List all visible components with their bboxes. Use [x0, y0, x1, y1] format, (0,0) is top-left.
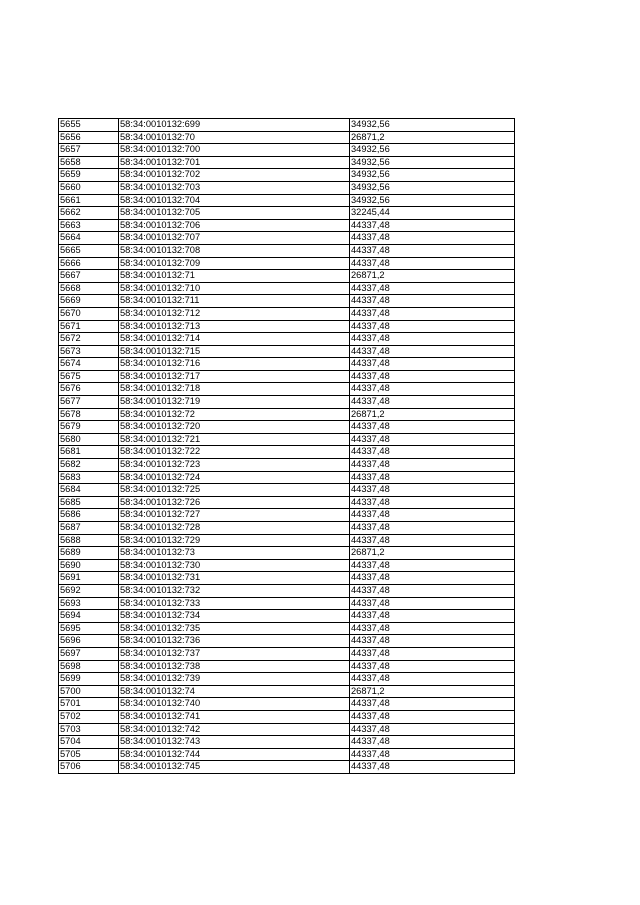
value-cell: 44337,48: [350, 698, 515, 711]
cadastral-number-cell: 58:34:0010132:73: [119, 547, 350, 560]
value-cell: 44337,48: [350, 244, 515, 257]
cadastral-number-cell: 58:34:0010132:728: [119, 522, 350, 535]
table-row: [59, 270, 515, 283]
cadastral-number-cell: 58:34:0010132:736: [119, 635, 350, 648]
row-number-cell: 5671: [59, 320, 119, 333]
value-cell: 26871,2: [350, 547, 515, 560]
table-row: [59, 232, 515, 245]
table-row: [59, 156, 515, 169]
cadastral-number-cell: 58:34:0010132:744: [119, 748, 350, 761]
row-number-cell: 5666: [59, 257, 119, 270]
table-row: [59, 131, 515, 144]
cadastral-number-cell: 58:34:0010132:735: [119, 622, 350, 635]
cadastral-number-cell: 58:34:0010132:745: [119, 761, 350, 774]
value-cell: 44337,48: [350, 320, 515, 333]
row-number-cell: 5683: [59, 471, 119, 484]
cadastral-number-cell: 58:34:0010132:729: [119, 534, 350, 547]
table-row: [59, 446, 515, 459]
table-row: [59, 496, 515, 509]
value-cell: 34932,56: [350, 156, 515, 169]
cadastral-number-cell: 58:34:0010132:711: [119, 295, 350, 308]
value-cell: 34932,56: [350, 181, 515, 194]
table-row: [59, 559, 515, 572]
value-cell: 44337,48: [350, 710, 515, 723]
row-number-cell: 5682: [59, 459, 119, 472]
row-number-cell: 5663: [59, 219, 119, 232]
cadastral-number-cell: 58:34:0010132:717: [119, 370, 350, 383]
table-row: [59, 219, 515, 232]
cadastral-number-cell: 58:34:0010132:70: [119, 131, 350, 144]
row-number-cell: 5668: [59, 282, 119, 295]
cadastral-number-cell: 58:34:0010132:730: [119, 559, 350, 572]
row-number-cell: 5687: [59, 522, 119, 535]
cadastral-number-cell: 58:34:0010132:720: [119, 421, 350, 434]
value-cell: 44337,48: [350, 282, 515, 295]
value-cell: 44337,48: [350, 748, 515, 761]
row-number-cell: 5676: [59, 383, 119, 396]
value-cell: 44337,48: [350, 572, 515, 585]
value-cell: 44337,48: [350, 673, 515, 686]
table-row: [59, 408, 515, 421]
cadastral-number-cell: 58:34:0010132:712: [119, 307, 350, 320]
row-number-cell: 5665: [59, 244, 119, 257]
table-row: [59, 660, 515, 673]
cadastral-number-cell: 58:34:0010132:734: [119, 610, 350, 623]
cadastral-number-cell: 58:34:0010132:719: [119, 396, 350, 409]
value-cell: 44337,48: [350, 647, 515, 660]
cadastral-number-cell: 58:34:0010132:718: [119, 383, 350, 396]
cadastral-number-cell: 58:34:0010132:716: [119, 358, 350, 371]
row-number-cell: 5673: [59, 345, 119, 358]
table-row: [59, 622, 515, 635]
row-number-cell: 5669: [59, 295, 119, 308]
table-row: [59, 698, 515, 711]
row-number-cell: 5701: [59, 698, 119, 711]
row-number-cell: 5700: [59, 685, 119, 698]
row-number-cell: 5679: [59, 421, 119, 434]
row-number-cell: 5670: [59, 307, 119, 320]
row-number-cell: 5694: [59, 610, 119, 623]
value-cell: 26871,2: [350, 131, 515, 144]
table-row: [59, 484, 515, 497]
value-cell: 44337,48: [350, 660, 515, 673]
cadastral-number-cell: 58:34:0010132:725: [119, 484, 350, 497]
table-row: [59, 119, 515, 132]
value-cell: 44337,48: [350, 370, 515, 383]
row-number-cell: 5672: [59, 333, 119, 346]
cadastral-number-cell: 58:34:0010132:738: [119, 660, 350, 673]
value-cell: 44337,48: [350, 622, 515, 635]
table-row: [59, 333, 515, 346]
cadastral-number-cell: 58:34:0010132:699: [119, 119, 350, 132]
row-number-cell: 5693: [59, 597, 119, 610]
table-row: [59, 295, 515, 308]
value-cell: 26871,2: [350, 270, 515, 283]
row-number-cell: 5656: [59, 131, 119, 144]
table-row: [59, 207, 515, 220]
value-cell: 44337,48: [350, 723, 515, 736]
cadastral-number-cell: 58:34:0010132:740: [119, 698, 350, 711]
value-cell: 44337,48: [350, 446, 515, 459]
row-number-cell: 5680: [59, 433, 119, 446]
value-cell: 44337,48: [350, 333, 515, 346]
table-row: [59, 383, 515, 396]
table-row: [59, 647, 515, 660]
table-row: [59, 370, 515, 383]
cadastral-number-cell: 58:34:0010132:723: [119, 459, 350, 472]
cadastral-number-cell: 58:34:0010132:72: [119, 408, 350, 421]
value-cell: 44337,48: [350, 635, 515, 648]
value-cell: 34932,56: [350, 194, 515, 207]
value-cell: 34932,56: [350, 119, 515, 132]
cadastral-number-cell: 58:34:0010132:709: [119, 257, 350, 270]
cadastral-number-cell: 58:34:0010132:731: [119, 572, 350, 585]
table-row: [59, 257, 515, 270]
table-row: [59, 761, 515, 774]
row-number-cell: 5658: [59, 156, 119, 169]
cadastral-number-cell: 58:34:0010132:732: [119, 584, 350, 597]
row-number-cell: 5691: [59, 572, 119, 585]
row-number-cell: 5690: [59, 559, 119, 572]
value-cell: 44337,48: [350, 761, 515, 774]
value-cell: 32245,44: [350, 207, 515, 220]
row-number-cell: 5667: [59, 270, 119, 283]
cadastral-number-cell: 58:34:0010132:727: [119, 509, 350, 522]
table-row: [59, 522, 515, 535]
table-row: [59, 723, 515, 736]
table-row: [59, 358, 515, 371]
row-number-cell: 5678: [59, 408, 119, 421]
table-row: [59, 597, 515, 610]
table-row: [59, 282, 515, 295]
table-row: [59, 509, 515, 522]
value-cell: 44337,48: [350, 534, 515, 547]
value-cell: 44337,48: [350, 232, 515, 245]
cadastral-number-cell: 58:34:0010132:726: [119, 496, 350, 509]
value-cell: 34932,56: [350, 144, 515, 157]
row-number-cell: 5675: [59, 370, 119, 383]
value-cell: 44337,48: [350, 559, 515, 572]
cadastral-number-cell: 58:34:0010132:710: [119, 282, 350, 295]
cadastral-number-cell: 58:34:0010132:71: [119, 270, 350, 283]
cadastral-number-cell: 58:34:0010132:707: [119, 232, 350, 245]
table-row: [59, 320, 515, 333]
table-row: [59, 635, 515, 648]
cadastral-number-cell: 58:34:0010132:705: [119, 207, 350, 220]
row-number-cell: 5697: [59, 647, 119, 660]
row-number-cell: 5662: [59, 207, 119, 220]
value-cell: 44337,48: [350, 421, 515, 434]
value-cell: 44337,48: [350, 610, 515, 623]
cadastral-number-cell: 58:34:0010132:722: [119, 446, 350, 459]
value-cell: 44337,48: [350, 383, 515, 396]
cadastral-number-cell: 58:34:0010132:739: [119, 673, 350, 686]
table-row: [59, 433, 515, 446]
cadastral-number-cell: 58:34:0010132:74: [119, 685, 350, 698]
table-row: [59, 710, 515, 723]
table-row: [59, 534, 515, 547]
cadastral-number-cell: 58:34:0010132:737: [119, 647, 350, 660]
row-number-cell: 5699: [59, 673, 119, 686]
data-sheet: [58, 118, 514, 774]
row-number-cell: 5655: [59, 119, 119, 132]
value-cell: 44337,48: [350, 345, 515, 358]
row-number-cell: 5684: [59, 484, 119, 497]
value-cell: 44337,48: [350, 396, 515, 409]
value-cell: 44337,48: [350, 471, 515, 484]
cadastral-number-cell: 58:34:0010132:701: [119, 156, 350, 169]
value-cell: 26871,2: [350, 408, 515, 421]
row-number-cell: 5706: [59, 761, 119, 774]
table-row: [59, 396, 515, 409]
value-cell: 44337,48: [350, 307, 515, 320]
row-number-cell: 5681: [59, 446, 119, 459]
row-number-cell: 5692: [59, 584, 119, 597]
row-number-cell: 5685: [59, 496, 119, 509]
row-number-cell: 5695: [59, 622, 119, 635]
row-number-cell: 5664: [59, 232, 119, 245]
value-cell: 44337,48: [350, 459, 515, 472]
table-row: [59, 547, 515, 560]
row-number-cell: 5705: [59, 748, 119, 761]
value-cell: 44337,48: [350, 295, 515, 308]
table-row: [59, 144, 515, 157]
row-number-cell: 5659: [59, 169, 119, 182]
cadastral-number-cell: 58:34:0010132:715: [119, 345, 350, 358]
value-cell: 44337,48: [350, 736, 515, 749]
cadastral-number-cell: 58:34:0010132:721: [119, 433, 350, 446]
row-number-cell: 5702: [59, 710, 119, 723]
row-number-cell: 5660: [59, 181, 119, 194]
cadastral-number-cell: 58:34:0010132:733: [119, 597, 350, 610]
table-row: [59, 584, 515, 597]
row-number-cell: 5661: [59, 194, 119, 207]
row-number-cell: 5704: [59, 736, 119, 749]
cadastral-number-cell: 58:34:0010132:713: [119, 320, 350, 333]
value-cell: 44337,48: [350, 496, 515, 509]
value-cell: 44337,48: [350, 433, 515, 446]
cadastral-number-cell: 58:34:0010132:708: [119, 244, 350, 257]
value-cell: 26871,2: [350, 685, 515, 698]
cadastral-number-cell: 58:34:0010132:700: [119, 144, 350, 157]
table-row: [59, 181, 515, 194]
row-number-cell: 5698: [59, 660, 119, 673]
table-row: [59, 736, 515, 749]
cadastral-number-cell: 58:34:0010132:724: [119, 471, 350, 484]
cadastral-value-table: [58, 118, 515, 774]
row-number-cell: 5703: [59, 723, 119, 736]
cadastral-number-cell: 58:34:0010132:714: [119, 333, 350, 346]
value-cell: 44337,48: [350, 257, 515, 270]
cadastral-number-cell: 58:34:0010132:742: [119, 723, 350, 736]
table-body: [59, 119, 515, 774]
value-cell: 44337,48: [350, 584, 515, 597]
row-number-cell: 5696: [59, 635, 119, 648]
table-row: [59, 572, 515, 585]
value-cell: 44337,48: [350, 509, 515, 522]
value-cell: 44337,48: [350, 597, 515, 610]
row-number-cell: 5677: [59, 396, 119, 409]
table-row: [59, 459, 515, 472]
table-row: [59, 610, 515, 623]
value-cell: 44337,48: [350, 219, 515, 232]
cadastral-number-cell: 58:34:0010132:706: [119, 219, 350, 232]
row-number-cell: 5689: [59, 547, 119, 560]
value-cell: 44337,48: [350, 358, 515, 371]
row-number-cell: 5686: [59, 509, 119, 522]
table-row: [59, 194, 515, 207]
cadastral-number-cell: 58:34:0010132:741: [119, 710, 350, 723]
table-row: [59, 307, 515, 320]
cadastral-number-cell: 58:34:0010132:743: [119, 736, 350, 749]
row-number-cell: 5657: [59, 144, 119, 157]
value-cell: 44337,48: [350, 484, 515, 497]
row-number-cell: 5674: [59, 358, 119, 371]
table-row: [59, 244, 515, 257]
table-row: [59, 169, 515, 182]
cadastral-number-cell: 58:34:0010132:702: [119, 169, 350, 182]
cadastral-number-cell: 58:34:0010132:704: [119, 194, 350, 207]
table-row: [59, 673, 515, 686]
table-row: [59, 748, 515, 761]
table-row: [59, 345, 515, 358]
value-cell: 34932,56: [350, 169, 515, 182]
table-row: [59, 471, 515, 484]
row-number-cell: 5688: [59, 534, 119, 547]
cadastral-number-cell: 58:34:0010132:703: [119, 181, 350, 194]
table-row: [59, 685, 515, 698]
table-row: [59, 421, 515, 434]
value-cell: 44337,48: [350, 522, 515, 535]
